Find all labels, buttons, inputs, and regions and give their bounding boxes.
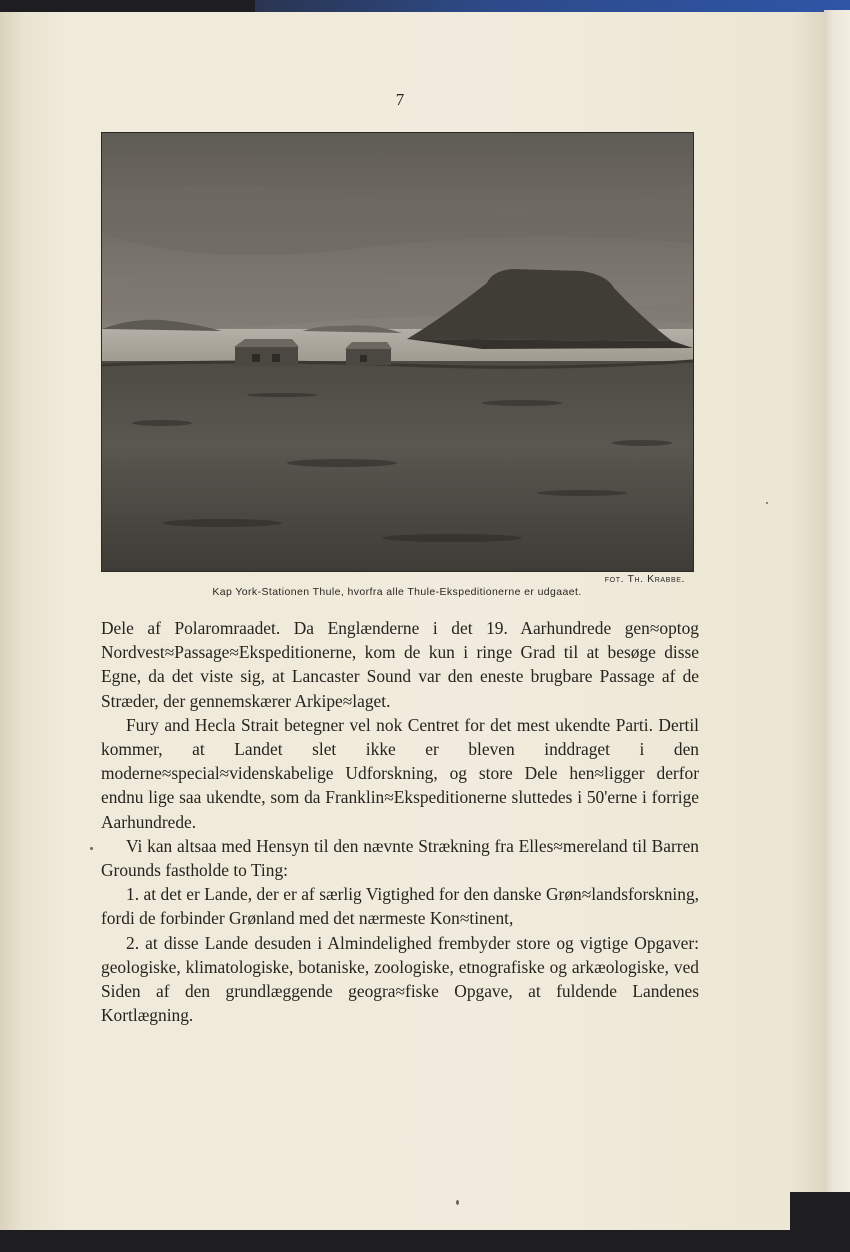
book-cover-edge — [255, 0, 850, 12]
paragraph: Vi kan altsaa med Hensyn til den nævnte Strækning fra Elles≈mereland til Barren Grounds fastholde to Ting: — [101, 835, 699, 881]
paper-speck — [766, 502, 768, 504]
paragraph: Fury and Hecla Strait betegner vel nok Centret for det mest ukendte Parti. Dertil kommer, at Landet slet ikke er bleven inddraget i den moderne≈special≈videnskabelige Udforskning, og store Dele hen≈ligger derfor endnu lige saa ukendte, som da Franklin≈Ekspeditionerne sluttedes i 50'erne i forrige Aarhundrede. — [101, 714, 699, 832]
photo-credit: fot. Th. Krabbe. — [604, 573, 685, 585]
paragraph: 1. at det er Lande, der er af særlig Vigtighed for den danske Grøn≈landsforskning, fordi de forbinder Grønland med det nærmeste Kon≈tinent, — [101, 884, 699, 929]
photo-caption: Kap York-Stationen Thule, hvorfra alle Thule-Ekspeditionerne er udgaaet. — [212, 586, 582, 598]
station-building — [234, 339, 299, 367]
book-page — [0, 12, 824, 1230]
photo-kap-york-station — [101, 132, 694, 572]
body-text — [101, 616, 699, 1027]
cover-shadow — [790, 1192, 850, 1252]
paper-speck — [456, 1200, 459, 1205]
page-number: 7 — [395, 90, 405, 109]
paper-speck — [90, 847, 93, 850]
station-building — [345, 342, 392, 365]
paragraph: 2. at disse Lande desuden i Almindelighed frembyder store og vigtige Opgaver: geologiske, klimatologiske, botaniske, zoologiske, etnografiske og arkæologiske, ved Siden af den grundlæggende geogra≈fiske Opgave, at fuldende Landenes Kortlægning. — [101, 932, 699, 1026]
right-page-edge — [824, 10, 850, 1252]
paragraph: Dele af Polaromraadet. Da Englænderne i det 19. Aarhundrede gen≈optog Nordvest≈Passage≈Ekspeditionerne, kom de kun i ringe Grad til at besøge disse Egne, da det viste sig, at Lancaster Sound var den eneste brugbare Passage af de Stræder, der gennemskærer Arkipe≈laget. — [101, 618, 699, 711]
